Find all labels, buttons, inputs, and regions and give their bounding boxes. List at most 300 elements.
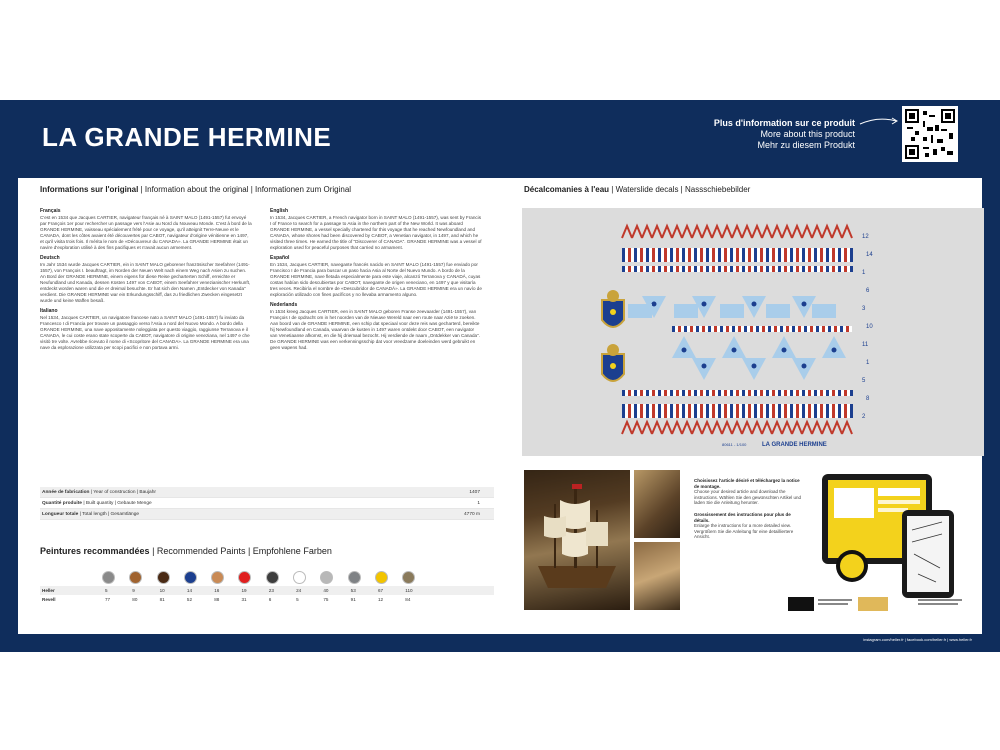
stripe [793, 248, 796, 262]
stripe [697, 390, 700, 396]
stripe [808, 266, 811, 272]
stripe [739, 266, 742, 272]
stripe [718, 248, 721, 262]
stripe [625, 404, 628, 418]
stripe [820, 404, 823, 418]
stripe [802, 266, 805, 272]
instructions-body: Enlarge the instructions for a more detailed view. Vergrößern Sie die Anleitung für eine detailliertere Ansicht. [694, 523, 794, 540]
stripe [709, 404, 712, 418]
paint-number: 12 [377, 597, 384, 602]
stripe [837, 326, 840, 332]
stripe [691, 390, 694, 396]
stripe [775, 404, 778, 418]
stripe [793, 390, 796, 396]
stripe [658, 248, 661, 262]
stripe [628, 390, 631, 396]
stripe [643, 248, 646, 262]
stripe [799, 266, 802, 272]
decal-number: 10 [866, 324, 873, 330]
stripe [655, 266, 658, 272]
fleur-de-lis-icon [802, 302, 807, 307]
stripe [742, 390, 745, 396]
stripe [787, 390, 790, 396]
stripe [679, 404, 682, 418]
paint-number: 31 [241, 597, 247, 602]
paint-number: 81 [159, 597, 165, 602]
content-panel [18, 178, 982, 634]
stripe [688, 248, 691, 262]
stripe [673, 248, 676, 262]
stripe [766, 390, 769, 396]
stripe [772, 390, 775, 396]
stripe [766, 404, 769, 418]
stripe [715, 390, 718, 396]
stripe [688, 266, 691, 272]
stripe [814, 248, 817, 262]
stripe [781, 404, 784, 418]
stripe [697, 404, 700, 418]
stripe [684, 326, 687, 332]
stripe [826, 266, 829, 272]
stripe [784, 266, 787, 272]
stripe [805, 404, 808, 418]
stripe [751, 390, 754, 396]
stripe [835, 390, 838, 396]
stripe [631, 404, 634, 418]
paint-number: 40 [323, 588, 329, 593]
info-column-right [270, 208, 482, 355]
lang-text: Im Jahr 1534 wurde Jacques CARTIER, ein in SAINT MALO geborener französischer Seefahrer (1491-1557), von François I. beauftragt, im Norden der Neuen Welt nach einem Weg nach Asien zu suchen. An Bord der GRANDE HERMINE, einem eigens für diese Reise gecharterten Schiff, erreichte er Neufundland und Kanada, dessen Küsten 1497 von CABOT, einem Seefahrer venezianischer Herkunft, entdeckt worden waren und die er dreimal besuchte. Er hat sich den Namen „Entdecker von Kanada" verdient. Die GRANDE HERMINE war ein Erkundungsschiff, das zu friedlichen Zwecken eingesetzt wurde und keine Waffen besaß. [40, 262, 251, 303]
stripe [675, 326, 678, 332]
stripe [652, 248, 655, 262]
stripe [685, 266, 688, 272]
instructions-heading: Grossissement des instructions pour plus de détails. [694, 511, 791, 523]
fleur-de-lis-icon [702, 364, 707, 369]
spec-value: 1407 [469, 489, 480, 495]
stripe [730, 390, 733, 396]
fleur-de-lis-icon [652, 302, 657, 307]
stripe [757, 404, 760, 418]
lang-text: C'est en 1534 que Jacques CARTIER, navigateur français né à SAINT MALO (1491-1557) fut envoyé par François 1er pour rechercher un passage vers l'Asie au Nord du Nouveau Monde. C'est à bord de la GRANDE HERMINE, vaisseau spécialement frété pour ce voyage, qu'il atteignit Terre-Neuve et le CANADA, dont les côtes avaient été découvertes par CABOT, navigateur d'origine vénitienne en 1497, et qu'il visita trois fois. Il mérita le nom de «Découvreur du CANADA». La GRANDE HERMINE était un navire d'exploration utilisé à des fins pacifiques et n'avait aucun armement. [40, 215, 252, 250]
decal-number: 12 [862, 234, 869, 240]
stripe [832, 404, 835, 418]
stripe [771, 326, 774, 332]
stripe [829, 390, 832, 396]
stripe [729, 326, 732, 332]
stripe [685, 404, 688, 418]
stripe [847, 266, 850, 272]
stripe [646, 266, 649, 272]
stripe [813, 326, 816, 332]
stripe [744, 326, 747, 332]
decal-number: 1 [862, 270, 866, 276]
stripe [706, 248, 709, 262]
stripe [670, 248, 673, 262]
stripe [664, 266, 667, 272]
stripe [850, 404, 853, 418]
stripe [682, 404, 685, 418]
spec-row [40, 498, 494, 509]
spec-value: 4770 m [464, 511, 480, 517]
stripe [756, 326, 759, 332]
paint-number: 52 [186, 597, 193, 602]
stripe [768, 326, 771, 332]
stripe [661, 404, 664, 418]
fleur-de-lis-icon [682, 348, 687, 353]
stripe [784, 404, 787, 418]
arrow-icon [858, 114, 900, 128]
stripe [835, 266, 838, 272]
spec-row [40, 487, 494, 498]
stripe [778, 266, 781, 272]
stripe [622, 248, 625, 262]
crown-icon [607, 290, 619, 302]
stripe [799, 248, 802, 262]
stripe [655, 390, 658, 396]
stripe [822, 326, 825, 332]
lang-heading: English [270, 208, 289, 214]
stripe [766, 248, 769, 262]
paint-number: 91 [350, 597, 356, 602]
stripe [741, 326, 744, 332]
stripe [817, 390, 820, 396]
stripe [745, 266, 748, 272]
social-links[interactable]: instagram.com/heller.fr | facebook.com/heller.fr | www.heller.fr [863, 637, 972, 642]
stripe [715, 266, 718, 272]
paint-number: 80 [132, 597, 138, 602]
stripe [703, 404, 706, 418]
stripe [823, 404, 826, 418]
stripe [730, 248, 733, 262]
stripe [727, 404, 730, 418]
paints-heading-bold: Peintures recommandées [40, 546, 150, 556]
stripe [804, 326, 807, 332]
stripe [708, 326, 711, 332]
stripe [850, 266, 853, 272]
stripe [850, 248, 853, 262]
stripe [823, 390, 826, 396]
paint-number: 24 [296, 588, 302, 593]
stripe [805, 390, 808, 396]
stripe [789, 326, 792, 332]
stripe [631, 266, 634, 272]
page-title: LA GRANDE HERMINE [42, 122, 332, 152]
stripe [835, 248, 838, 262]
stripe [712, 266, 715, 272]
stripe [709, 390, 712, 396]
fleur-de-lis-icon [782, 348, 787, 353]
stripe [712, 248, 715, 262]
paint-number: 53 [350, 588, 356, 593]
stripe [769, 248, 772, 262]
stripe [816, 326, 819, 332]
stripe [661, 248, 664, 262]
stripe [778, 248, 781, 262]
stripe [808, 390, 811, 396]
stripe [688, 390, 691, 396]
stripe [652, 404, 655, 418]
stripe [712, 390, 715, 396]
stripe [769, 404, 772, 418]
stripe [739, 248, 742, 262]
paint-number: 19 [241, 588, 247, 593]
stripe [703, 266, 706, 272]
stripe [646, 390, 649, 396]
stripe [706, 390, 709, 396]
stripe [762, 326, 765, 332]
stripe [676, 404, 679, 418]
ship-model-photo [524, 470, 630, 610]
stripe [748, 248, 751, 262]
publisher-logos [788, 596, 988, 612]
stripe [682, 266, 685, 272]
stripe [763, 266, 766, 272]
stripe [763, 404, 766, 418]
stripe [793, 404, 796, 418]
stripe [691, 404, 694, 418]
stripe [826, 390, 829, 396]
stripe [700, 404, 703, 418]
flag-decal [628, 304, 652, 318]
stripe [682, 390, 685, 396]
stripe [685, 390, 688, 396]
stripe [847, 404, 850, 418]
stripe [658, 404, 661, 418]
stripe [670, 390, 673, 396]
stripe [700, 248, 703, 262]
stripe [775, 390, 778, 396]
stripe [709, 266, 712, 272]
paint-row-revell [40, 595, 494, 604]
stripe [826, 404, 829, 418]
decals-heading [524, 185, 750, 194]
stripe [700, 266, 703, 272]
stripe [691, 248, 694, 262]
stripe [676, 390, 679, 396]
stripe [838, 248, 841, 262]
more-info-en: More about this product [760, 129, 855, 139]
spec-key: Longueur totale [42, 511, 79, 517]
stripe [682, 248, 685, 262]
paint-number: 5 [296, 597, 299, 602]
paint-number: 88 [214, 597, 220, 602]
stripe [745, 390, 748, 396]
stripe [718, 404, 721, 418]
flag-decal [674, 304, 698, 318]
fleur-de-lis-icon [802, 364, 807, 369]
stripe [777, 326, 780, 332]
stripe [700, 390, 703, 396]
stripe [705, 326, 708, 332]
stripe [772, 266, 775, 272]
stripe [699, 326, 702, 332]
stripe [784, 248, 787, 262]
stripe [841, 266, 844, 272]
stripe [634, 248, 637, 262]
stripe [703, 390, 706, 396]
stripe [805, 266, 808, 272]
stripe [717, 326, 720, 332]
stripe [678, 326, 681, 332]
stripe [850, 390, 853, 396]
more-info-text [714, 118, 855, 151]
decal-number: 11 [862, 342, 869, 348]
stripe [847, 248, 850, 262]
stripe [840, 326, 843, 332]
stripe [783, 326, 786, 332]
paint-row-label: Heller [42, 588, 55, 593]
stripe [829, 266, 832, 272]
stripe [814, 390, 817, 396]
stripe [712, 404, 715, 418]
stripe [796, 248, 799, 262]
stripe [775, 266, 778, 272]
stripe [763, 248, 766, 262]
stripe [706, 266, 709, 272]
stripe [772, 404, 775, 418]
lang-text: En 1534, Jacques CARTIER, navegante francés nacido en SAINT MALO (1491-1557) fue enviado por Francisco I de Francia para buscar un paso hacia Asia al Norte del Nuevo Mundo. A bordo de la GRANDE HERMINE, nave fletada especialmente para este viaje, alcanzó Terranova y CANADÁ, cuyas costas habían sido descubiertas por CABOT, navegante de origen veneciano, en 1497 y que visitaría tres veces. Recibiría el nombre de «Descubridor de CANADÁ». La GRANDE HERMINE era un navío de exploración utilizado con fines pacíficos y no llevaba armamento alguno. [270, 262, 482, 297]
stripe [679, 266, 682, 272]
stripe [622, 404, 625, 418]
paints-heading-rest: | Recommended Paints | Empfohlene Farben [152, 546, 332, 556]
stripe [724, 390, 727, 396]
fleur-de-lis-icon [832, 348, 837, 353]
paint-number: 5 [105, 588, 108, 593]
stripe [802, 248, 805, 262]
stripe [754, 390, 757, 396]
paint-number: 9 [132, 588, 135, 593]
stripe [750, 326, 753, 332]
paint-number: 6 [268, 597, 272, 602]
stripe [820, 248, 823, 262]
stripe [652, 266, 655, 272]
stripe [721, 248, 724, 262]
stripe [640, 404, 643, 418]
stripe [687, 326, 690, 332]
paint-row-heller [40, 586, 494, 595]
stripe [838, 390, 841, 396]
stripe [796, 404, 799, 418]
stripe [742, 404, 745, 418]
stripe [844, 266, 847, 272]
stripe [754, 404, 757, 418]
stripe [844, 248, 847, 262]
stripe [739, 404, 742, 418]
stripe [829, 404, 832, 418]
stripe [801, 326, 804, 332]
stripe [735, 326, 738, 332]
stripe [714, 326, 717, 332]
paint-number: 10 [159, 588, 165, 593]
logo-strip-icon [788, 596, 988, 612]
stripe [807, 326, 810, 332]
paint-number: 16 [214, 588, 220, 593]
stripe [667, 266, 670, 272]
stripe [652, 390, 655, 396]
stripe [751, 248, 754, 262]
fleur-de-lis-icon [610, 309, 616, 315]
lang-heading: Italiano [40, 308, 58, 314]
stripe [790, 404, 793, 418]
flag-decal [812, 304, 836, 318]
stripe [690, 326, 693, 332]
stripe [727, 266, 730, 272]
stripe [655, 404, 658, 418]
stripe [730, 404, 733, 418]
decal-number: 8 [866, 396, 870, 402]
paint-swatch [293, 571, 306, 584]
stripe [733, 404, 736, 418]
stripe [673, 390, 676, 396]
crown-icon [607, 344, 619, 356]
stripe [681, 326, 684, 332]
stripe [780, 326, 783, 332]
specs-table [40, 487, 494, 520]
stripe [667, 390, 670, 396]
stripe [643, 266, 646, 272]
decal-number: 6 [866, 288, 870, 294]
stripe [832, 390, 835, 396]
instructions-heading: Choisissez l'article désiré et téléchargez la notice de montage. [694, 478, 800, 489]
stripe [733, 248, 736, 262]
stripe [646, 248, 649, 262]
stripe [774, 326, 777, 332]
stripe [828, 326, 831, 332]
stripe [715, 248, 718, 262]
paint-swatch [184, 571, 197, 584]
decal-number: 5 [862, 378, 866, 384]
paint-number: 77 [105, 597, 111, 602]
stripe [781, 266, 784, 272]
decal-sheet [522, 208, 984, 456]
stripe [781, 390, 784, 396]
stripe [831, 326, 834, 332]
paint-number: 110 [405, 588, 413, 593]
stripe [625, 266, 628, 272]
instructions-text [694, 478, 806, 546]
stripe [718, 266, 721, 272]
stripe [640, 390, 643, 396]
stripe [736, 248, 739, 262]
stripe [649, 404, 652, 418]
paint-swatch [157, 571, 170, 584]
stripe [673, 404, 676, 418]
stripe [721, 390, 724, 396]
info-heading-bold: Informations sur l'original [40, 185, 139, 194]
stripe [685, 248, 688, 262]
stripe [715, 404, 718, 418]
decal-number: 1 [866, 360, 870, 366]
stripe [691, 266, 694, 272]
stripe [766, 266, 769, 272]
stripe [724, 404, 727, 418]
stripe [721, 404, 724, 418]
stripe [622, 266, 625, 272]
stripe [631, 248, 634, 262]
stripe [757, 266, 760, 272]
info-heading [40, 185, 351, 194]
stripe [694, 404, 697, 418]
stripe [846, 326, 849, 332]
stripe [706, 404, 709, 418]
stripe [736, 390, 739, 396]
stripe [724, 248, 727, 262]
stripe [760, 248, 763, 262]
qr-code[interactable] [902, 106, 958, 162]
stripe [649, 390, 652, 396]
decal-sheet-code: 80611 - 1/100 [722, 442, 747, 447]
stripe [796, 266, 799, 272]
